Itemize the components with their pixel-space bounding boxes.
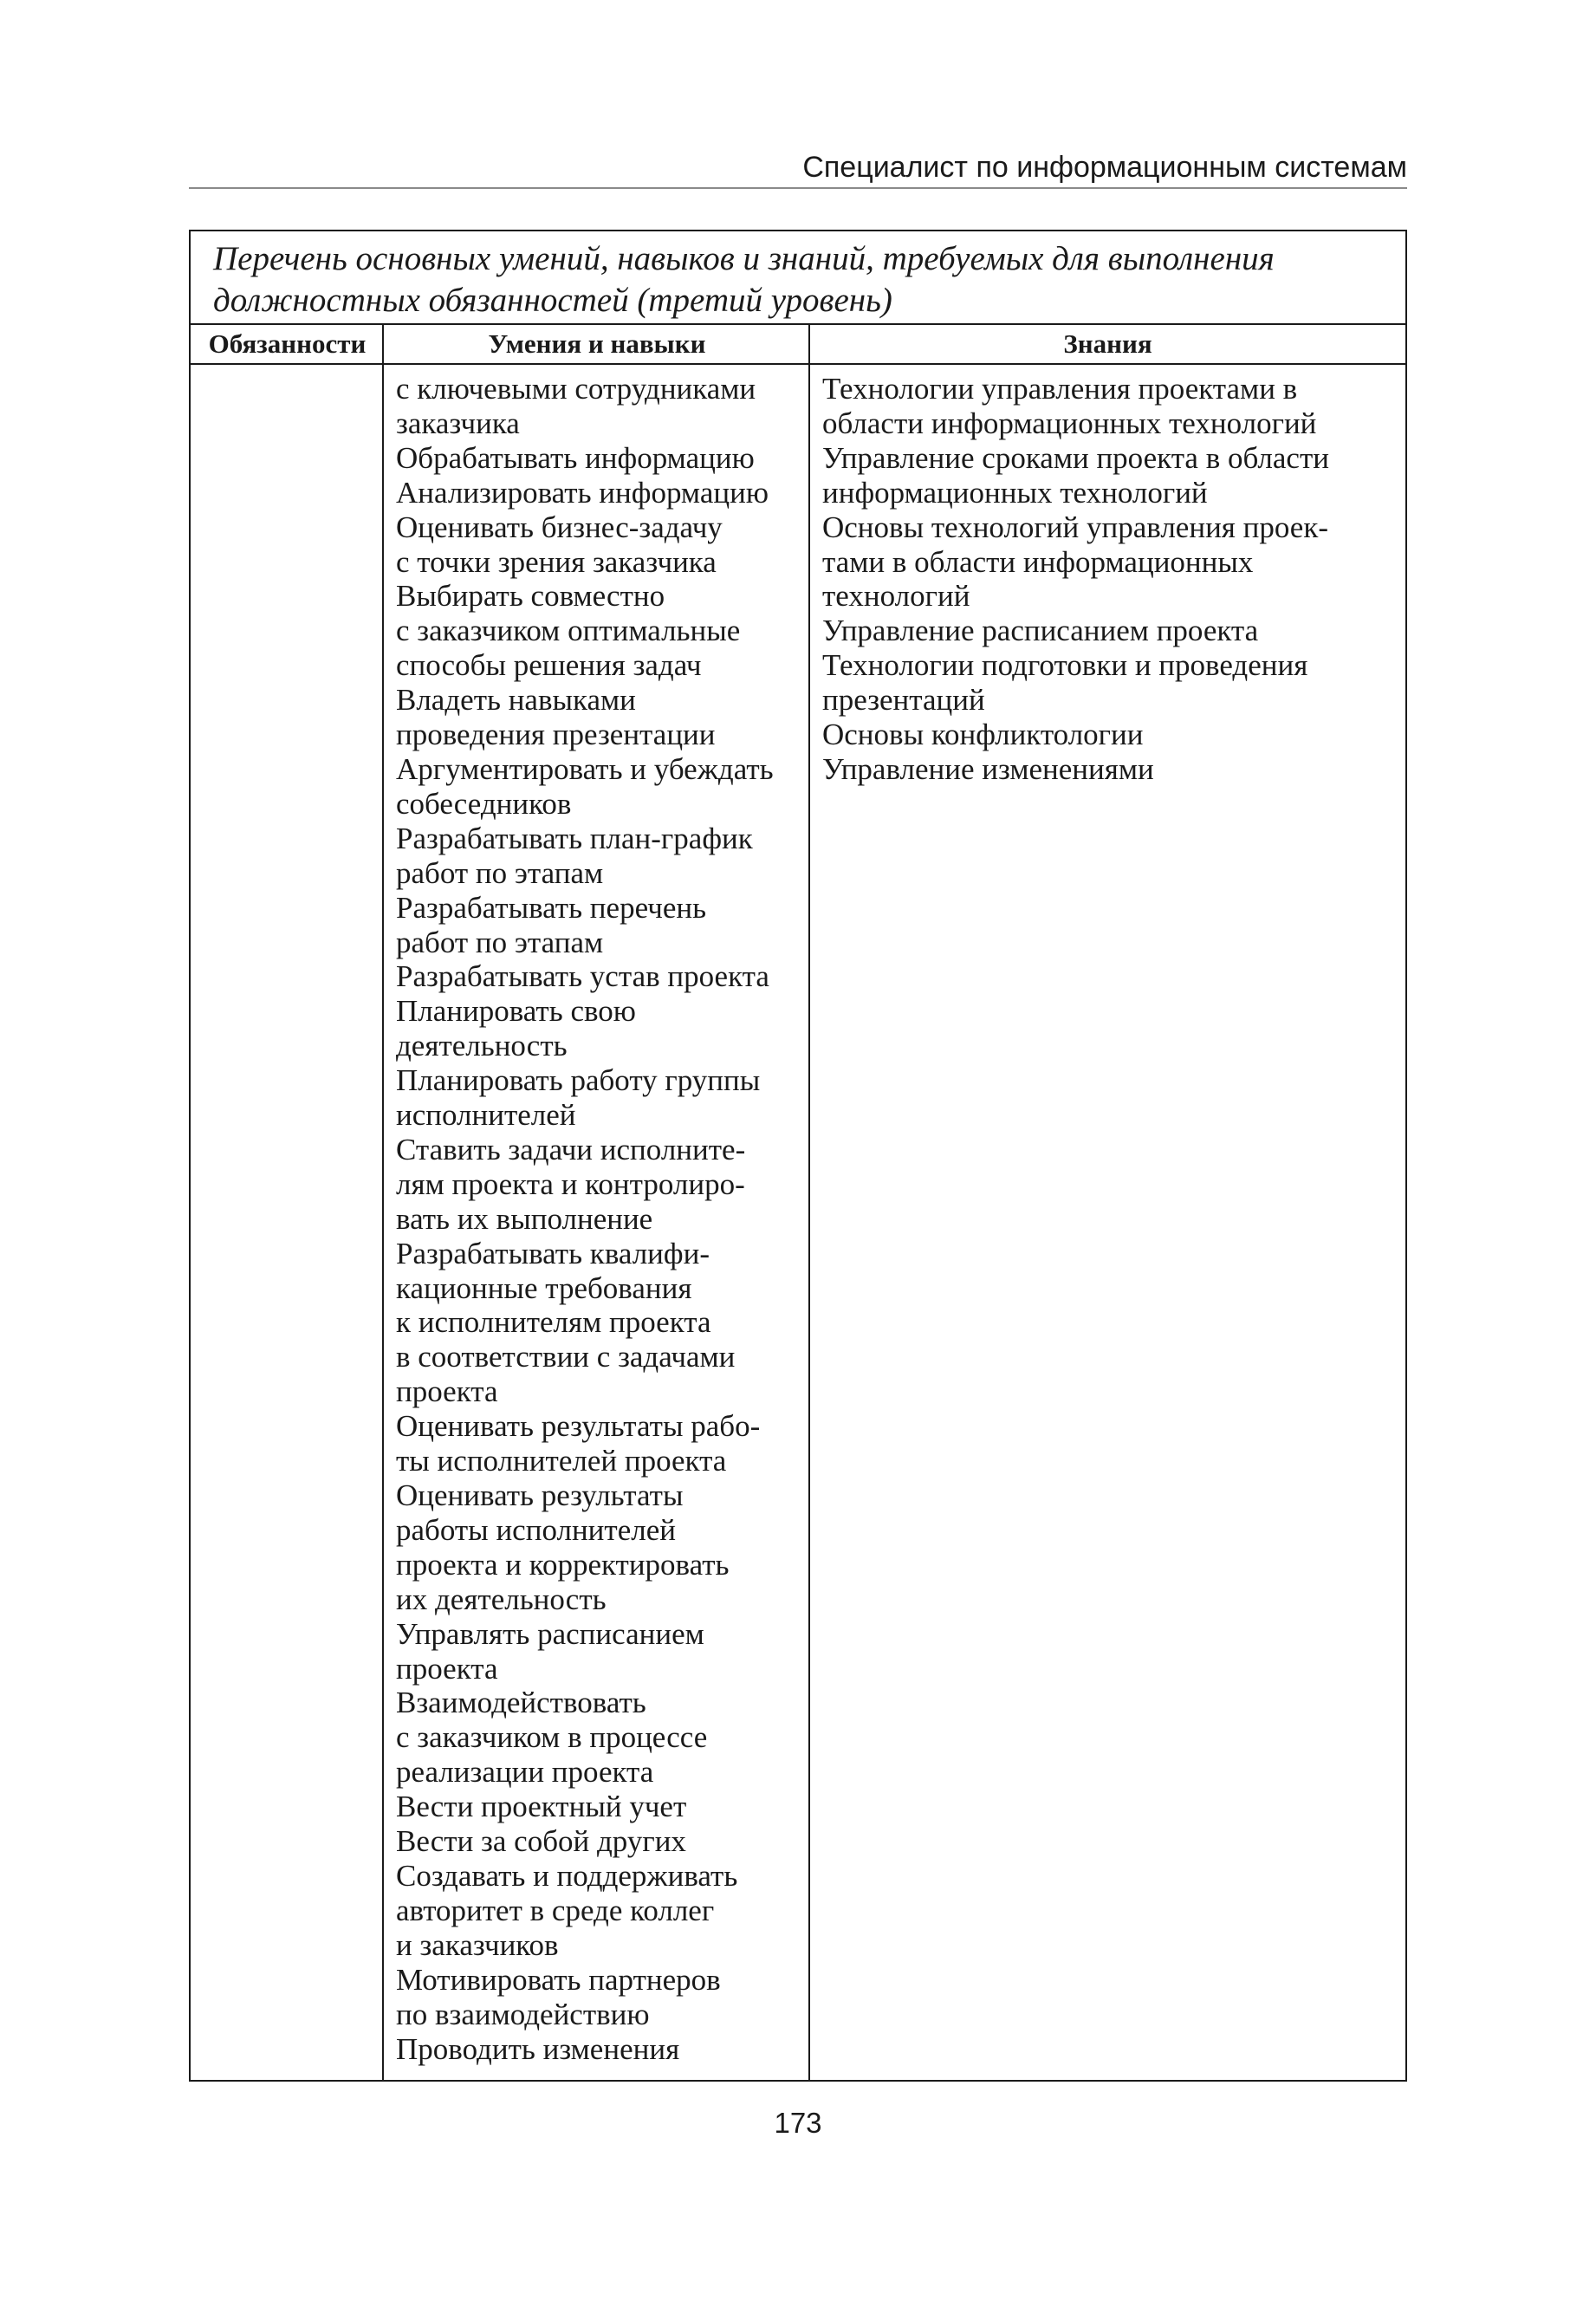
skill-line: Управлять расписанием [396,1616,704,1651]
skill-line: проекта и корректировать [396,1547,730,1582]
skill-line: и заказчиков [396,1927,559,1962]
skill-line: проведения презентации [396,718,716,752]
skill-line: с ключевыми сотрудниками [396,372,756,406]
skill-line: Разрабатывать план-график [396,821,753,855]
skill-line: авторитет в среде коллег [396,1893,715,1927]
skill-line: Планировать свою [396,994,636,1029]
skill-line: заказчика [396,406,520,440]
skill-line: их деятельность [396,1582,607,1616]
knowledge-line: Управление сроками проекта в области [822,440,1329,475]
skill-line: деятельность [396,1029,568,1063]
skill-line: Вести за собой других [396,1824,686,1859]
skill-line: с заказчиком в процессе [396,1720,708,1755]
table-header-row [191,325,1405,365]
header-knowledge: Знания [1063,328,1152,359]
skill-line: лям проекта и контролиро- [396,1166,745,1201]
skill-line: Аргументировать и убеждать [396,751,774,786]
page-number: 173 [774,2107,822,2139]
competency-table [189,230,1407,2082]
knowledge-line: Основы технологий управления проек- [822,510,1328,544]
skill-line: кационные требования [396,1270,692,1305]
skill-line: Разрабатывать устав проекта [396,959,769,994]
knowledge-line: информационных технологий [822,475,1208,510]
knowledge-line: области информационных технологий [822,406,1317,440]
skill-line: по взаимодействию [396,1997,650,2031]
running-header: Специалист по информационным системам [189,147,1407,189]
skill-line: Обрабатывать информацию [396,440,755,475]
skill-line: вать их выполнение [396,1201,653,1236]
knowledge-line: тами в области информационных [822,544,1254,579]
knowledge-line: технологий [822,579,970,614]
knowledge-cell [810,363,1405,2080]
skill-line: Выбирать совместно [396,579,665,614]
skill-line: Взаимодействовать [396,1686,646,1720]
skill-line: с заказчиком оптимальные [396,614,741,648]
skills-cell [384,363,810,2080]
skill-line: работы исполнителей [396,1512,676,1547]
skill-line: Разрабатывать квалифи- [396,1236,710,1270]
caption-line: Перечень основных умений, навыков и знаний, требуемых для выполнения [213,240,1275,277]
skill-line: с точки зрения заказчика [396,544,717,579]
knowledge-line: презентаций [822,683,985,718]
skill-line: Владеть навыками [396,683,636,718]
skill-line: Разрабатывать перечень [396,890,707,925]
skill-line: работ по этапам [396,925,604,959]
knowledge-line: Технологии подготовки и проведения [822,648,1308,683]
skill-line: реализации проекта [396,1755,654,1790]
skill-line: Вести проектный учет [396,1790,687,1824]
knowledge-line: Основы конфликтологии [822,718,1144,752]
skill-line: Ставить задачи исполните- [396,1132,746,1166]
knowledge-line: Технологии управления проектами в [822,372,1298,406]
skill-line: проекта [396,1651,498,1686]
duties-cell [191,363,382,2080]
skill-line: Оценивать результаты [396,1478,684,1512]
skill-line: работ по этапам [396,855,604,890]
skill-line: способы решения задач [396,648,702,683]
skill-line: в соответствии с задачами [396,1340,736,1374]
skill-line: проекта [396,1374,498,1409]
skill-line: Анализировать информацию [396,475,769,510]
skill-line: Оценивать бизнес-задачу [396,510,723,544]
header-skills: Умения и навыки [488,328,706,359]
skill-line: Планировать работу группы [396,1063,761,1098]
skill-line: к исполнителям проекта [396,1305,711,1340]
skill-line: Проводить изменения [396,2031,680,2066]
skill-line: собеседников [396,786,572,821]
caption-line: должностных обязанностей (третий уровень) [213,282,892,319]
skill-line: ты исполнителей проекта [396,1444,727,1478]
header-duties: Обязанности [208,328,367,359]
skill-line: исполнителей [396,1098,576,1133]
skill-line: Создавать и поддерживать [396,1858,738,1893]
table-caption [191,231,1405,325]
skill-line: Оценивать результаты рабо- [396,1409,761,1444]
knowledge-line: Управление расписанием проекта [822,614,1259,648]
skill-line: Мотивировать партнеров [396,1962,721,1997]
knowledge-line: Управление изменениями [822,751,1154,786]
